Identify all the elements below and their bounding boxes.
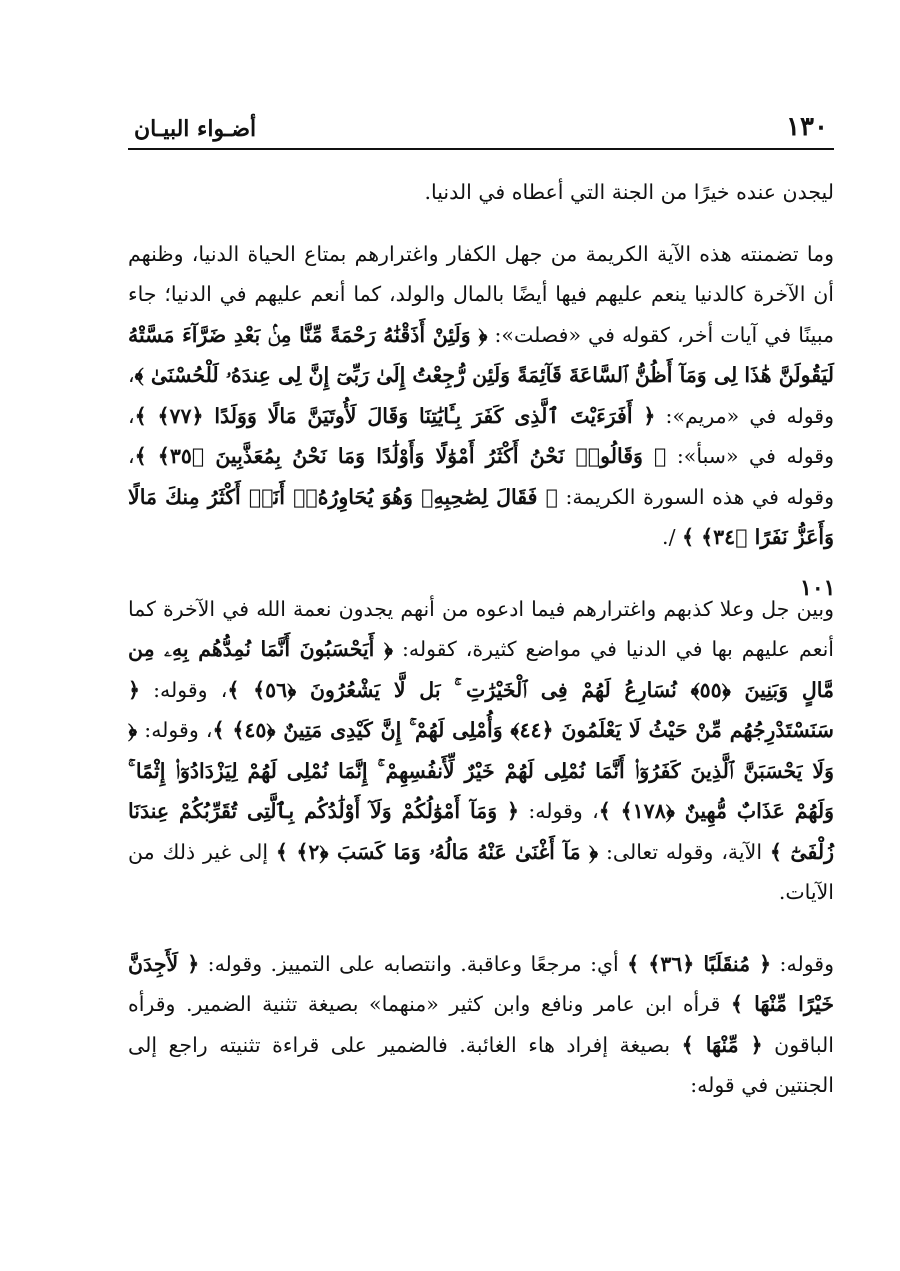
- quran-verse: ﴿ وَقَالُوا۟ نَحْنُ أَكْثَرُ أَمْوَٰلًا وَأَوْلَٰدًا وَمَا نَحْنُ بِمُعَذَّبِينَ ﴿٣٥﴾ ﴾: [134, 444, 667, 468]
- running-title: أضـواء البيـان: [134, 116, 257, 142]
- body-text: قرأه ابن عامر ونافع وابن كثير «منهما» بصيغة تثنية الضمير. وقرأه الباقون: [128, 992, 834, 1057]
- page-header: [128, 108, 834, 150]
- page-body: [128, 172, 834, 1137]
- body-text: أي: مرجعًا وعاقبة. وانتصابه على التمييز. وقوله:: [199, 951, 628, 976]
- body-text: بصيغة إفراد هاء الغائبة. فالضمير على قراءة تثنيته راجع إلى الجنتين في قوله:: [128, 1032, 834, 1097]
- body-text: ليجدن عنده خيرًا من الجنة التي أعطاه في الدنيا.: [424, 180, 834, 204]
- body-text: ، وقوله:: [140, 677, 228, 702]
- page-number: ١٣٠: [786, 112, 828, 142]
- body-text: ، وقوله في «مريم»:: [128, 363, 835, 428]
- paragraph: [128, 589, 834, 913]
- quran-verse: ﴿ مُنقَلَبًا ﴿٣٦﴾ ﴾: [627, 951, 772, 976]
- quran-verse: ﴿ أَيَحْسَبُونَ أَنَّمَا نُمِدُّهُم بِهِۦ مِن مَّالٍ وَبَنِينَ ﴿٥٥﴾ نُسَارِعُ لَهُمْ فِى ٱلْخَيْرَٰتِ ۚ بَل لَّا يَشْعُرُونَ ﴿٥٦﴾ ﴾: [128, 637, 834, 702]
- paragraph: [128, 172, 834, 213]
- quran-verse: ﴿ وَمَآ أَمْوَٰلُكُمْ وَلَآ أَوْلَٰدُكُم بِٱلَّتِى تُقَرِّبُكُمْ عِندَنَا زُلْفَىٰٓ ﴾: [128, 799, 834, 864]
- margin-page-reference: ١٠١: [800, 575, 836, 601]
- body-text: ، وقوله:: [137, 718, 213, 742]
- quran-verse: ﴿ وَلَئِنْ أَذَقْنَٰهُ رَحْمَةً مِّنَّا مِنۢ بَعْدِ ضَرَّآءَ مَسَّتْهُ لَيَقُولَنَّ هَٰذَا لِى وَمَآ أَظُنُّ ٱلسَّاعَةَ قَآئِمَةً وَلَئِن رُّجِعْتُ إِلَىٰ رَبِّىٓ إِنَّ لِى عِندَهُۥ لَلْحُسْنَىٰ ﴾: [128, 322, 834, 387]
- quran-verse: ﴿ لَأَجِدَنَّ خَيْرًا مِّنْهَا ﴾: [128, 951, 835, 1016]
- quran-verse: ﴿ سَنَسْتَدْرِجُهُم مِّنْ حَيْثُ لَا يَعْلَمُونَ ﴿٤٤﴾ وَأُمْلِى لَهُمْ ۚ إِنَّ كَيْدِى مَتِينٌ ﴿٤٥﴾ ﴾: [128, 677, 834, 742]
- body-text: وقوله:: [771, 951, 834, 976]
- body-text: الآية، وقوله تعالى:: [598, 839, 770, 864]
- quran-verse: ﴿ أَفَرَءَيْتَ ٱلَّذِى كَفَرَ بِـَٔايَٰتِنَا وَقَالَ لَأُوتَيَنَّ مَالًا وَوَلَدًا ﴿٧٧﴾ ﴾: [134, 403, 656, 428]
- paragraph: [128, 234, 834, 558]
- quran-verse: ﴿ وَلَا يَحْسَبَنَّ ٱلَّذِينَ كَفَرُوٓا۟ أَنَّمَا نُمْلِى لَهُمْ خَيْرٌ لِّأَنفُسِهِمْ ۚ إِنَّمَا نُمْلِى لَهُمْ لِيَزْدَادُوٓا۟ إِثْمًا ۚ وَلَهُمْ عَذَابٌ مُّهِينٌ ﴿١٧٨﴾ ﴾: [128, 718, 834, 823]
- body-text: /.: [662, 525, 682, 549]
- paragraph: [128, 944, 834, 1106]
- quran-verse: ﴿ مَآ أَغْنَىٰ عَنْهُ مَالُهُۥ وَمَا كَسَبَ ﴿٢﴾ ﴾: [275, 839, 599, 864]
- body-text: ، وقوله:: [519, 799, 599, 823]
- quran-verse: ﴿ فَقَالَ لِصَٰحِبِهِۦ وَهُوَ يُحَاوِرُهُۥٓ أَنَا۠ أَكْثَرُ مِنكَ مَالًا وَأَعَزُّ نَفَرًا ﴿٣٤﴾ ﴾: [128, 484, 834, 549]
- body-text: وبين جل وعلا كذبهم واغترارهم فيما ادعوه من أنهم يجدون نعمة الله في الآخرة كما أنعم عليهم بها في الدنيا في مواضع كثيرة، كقوله:: [128, 596, 834, 661]
- body-text: ، وقوله في «سبأ»:: [128, 403, 835, 468]
- body-text: ، وقوله في هذه السورة الكريمة:: [128, 444, 834, 509]
- body-text: وما تضمنته هذه الآية الكريمة من جهل الكفار واغترارهم بمتاع الحياة الدنيا، وظنهم أن الآخرة كالدنيا ينعم عليهم فيها أيضًا بالمال والولد، كما أنعم عليهم في الدنيا؛ جاء مبينًا في آيات أخر، كقوله في «فصلت»:: [128, 241, 834, 347]
- body-text: إلى غير ذلك من الآيات.: [128, 839, 834, 904]
- quran-verse: ﴿ مِّنْهَا ﴾: [681, 1032, 763, 1057]
